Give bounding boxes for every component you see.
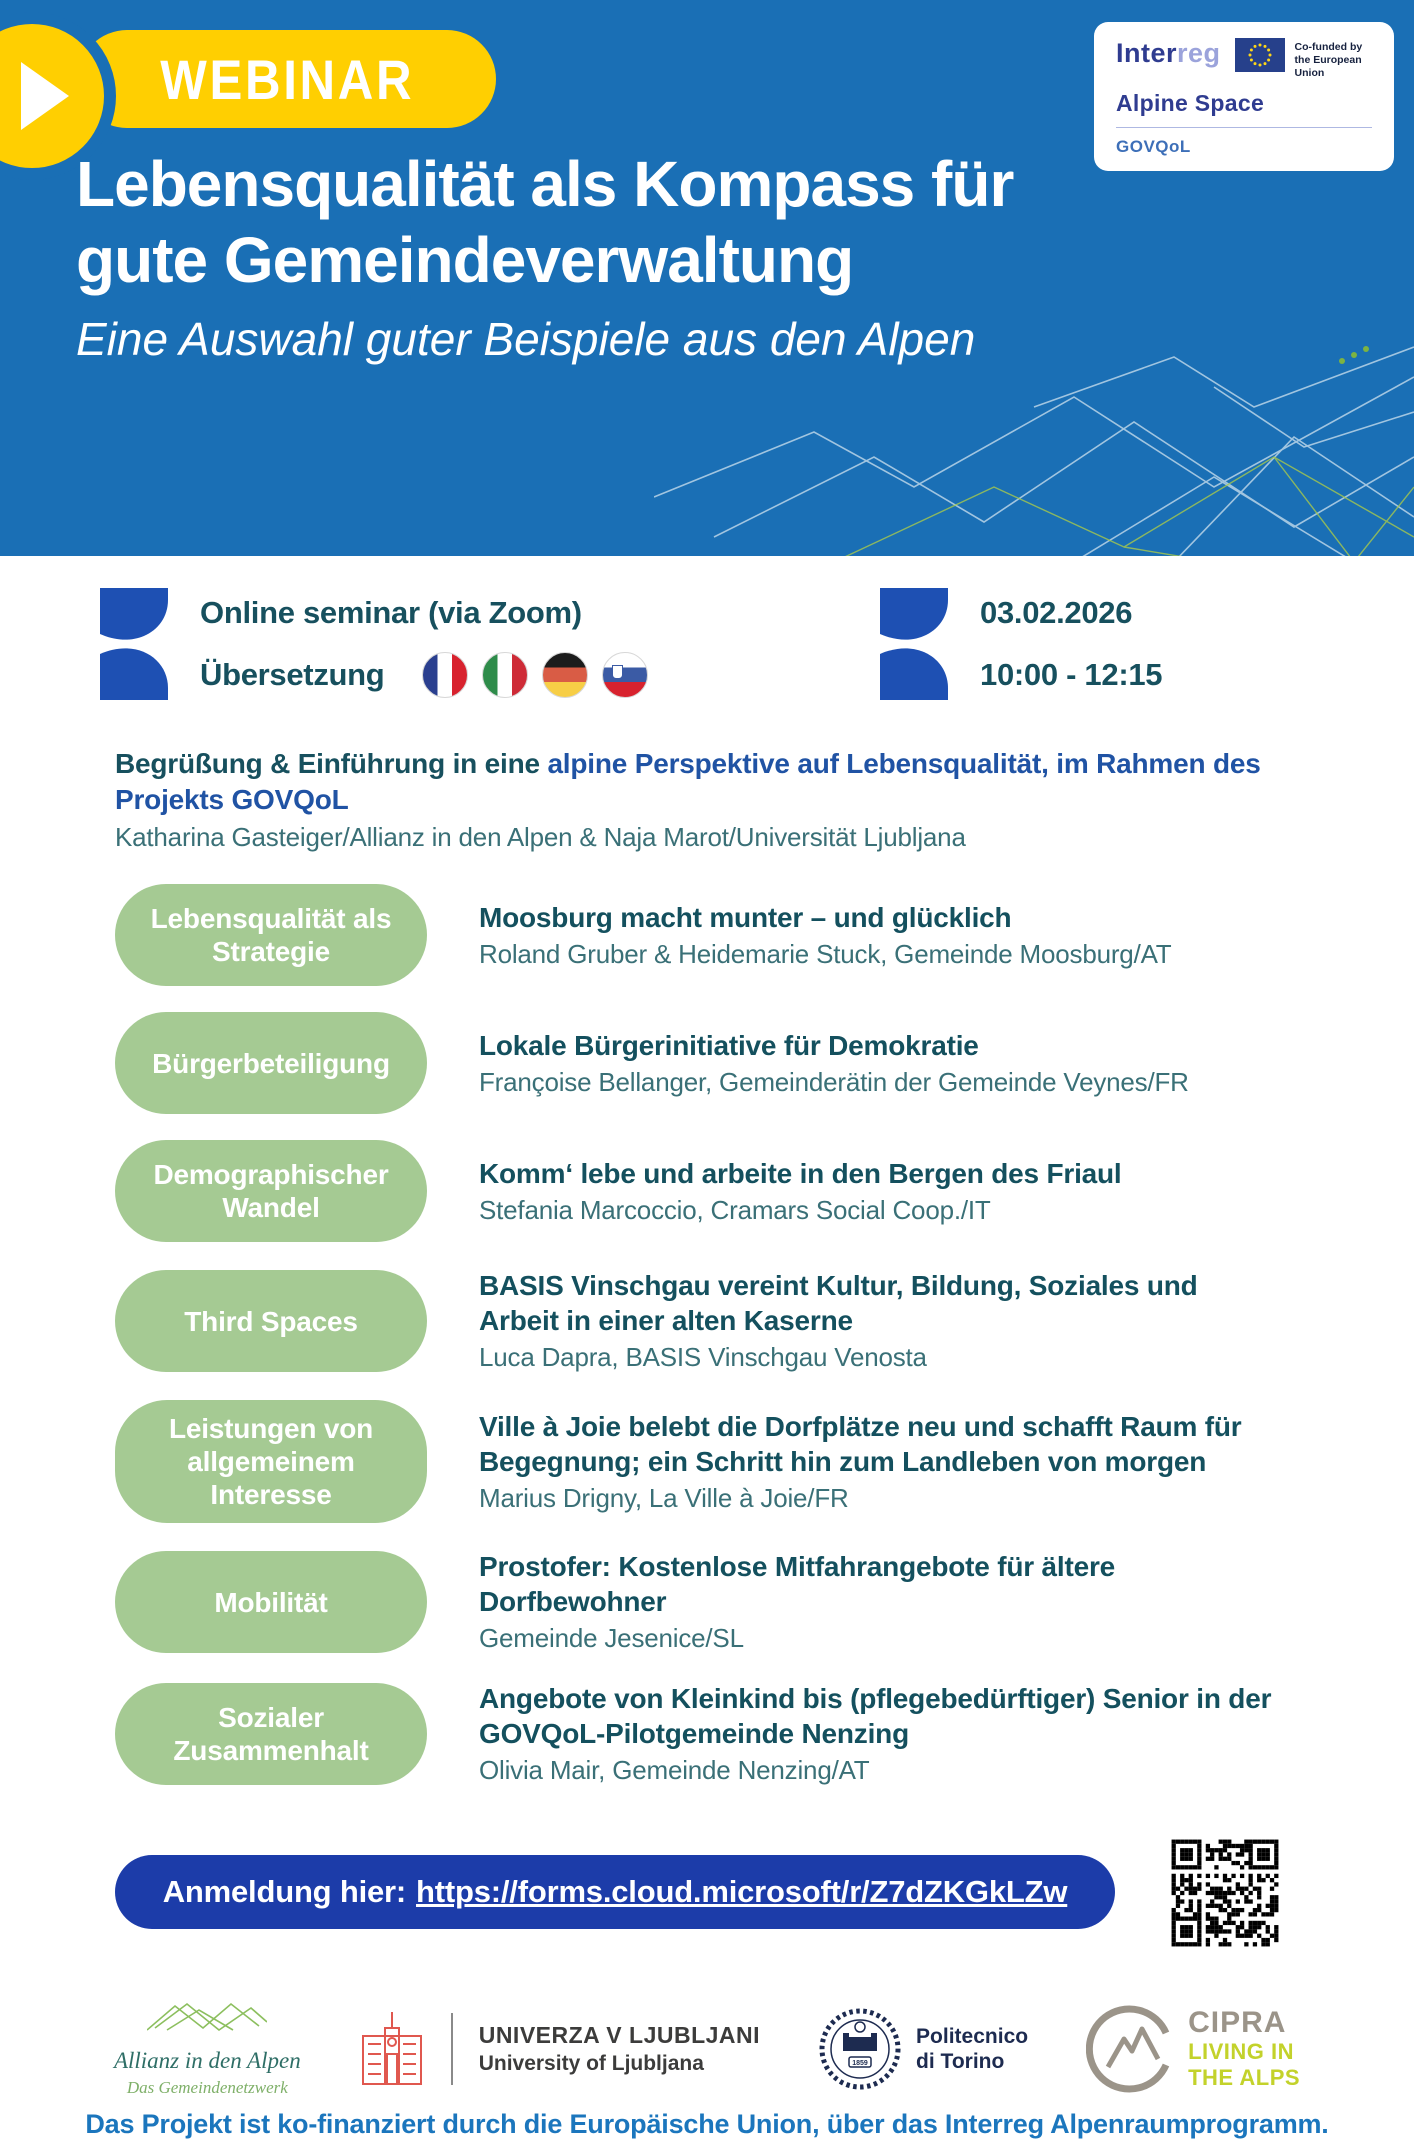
page-title-line2: gute Gemeindeverwaltung [76, 224, 854, 296]
mountain-lineart [654, 337, 1414, 556]
registration-section [0, 1813, 1414, 1985]
polito-seal-icon [818, 2007, 902, 2091]
header-banner [0, 0, 1414, 556]
page-subtitle: Eine Auswahl guter Beispiele aus den Alpen [76, 313, 976, 365]
session-speakers: Olivia Mair, Gemeinde Nenzing/AT [479, 1755, 870, 1785]
category-pill: Third Spaces [115, 1270, 427, 1372]
translation-label: Übersetzung [200, 657, 385, 692]
italy-flag-icon [482, 652, 528, 698]
france-flag-icon [422, 652, 468, 698]
polito-name-line2: di Torino [916, 2050, 1005, 2073]
intro-session-title-highlight: alpine Perspektive auf Lebensqualität, im Rahmen des Projekts GOVQoL [115, 748, 1261, 815]
program-section [115, 746, 1305, 1787]
cipra-tagline-line2: THE ALPS [1188, 2065, 1301, 2090]
program-row [115, 884, 1305, 986]
politecnico-torino-logo [818, 2007, 1028, 2091]
govqol-label: GOVQoL [1116, 137, 1191, 156]
funding-disclaimer: Das Projekt ist ko-finanziert durch die Europäische Union, über das Interreg Alpenraumprogramm. [85, 2109, 1329, 2139]
page-title-line1: Lebensqualität als Kompass für [76, 148, 1014, 220]
cipra-tagline-line1: LIVING IN [1188, 2039, 1295, 2064]
slovenia-flag-icon [602, 652, 648, 698]
cofunded-label: Co-funded by the European Union [1294, 41, 1363, 79]
cipra-name: CIPRA [1188, 2006, 1287, 2039]
category-pill: Lebensqualität als Strategie [115, 884, 427, 986]
interreg-wordmark: Interreg [1116, 38, 1221, 68]
eu-flag-icon [1235, 38, 1285, 72]
cipra-logo [1086, 2005, 1300, 2093]
ljubljana-name-en: University of Ljubljana [478, 2052, 704, 2075]
session-speakers: Marius Drigny, La Ville à Joie/FR [479, 1482, 849, 1513]
category-pill: Mobilität [115, 1551, 427, 1653]
allianz-name: Allianz in den Alpen [113, 2048, 301, 2073]
category-pill: Demographischer Wandel [115, 1140, 427, 1242]
interreg-logo-card [1094, 22, 1394, 171]
seminar-mode-label: Online seminar (via Zoom) [200, 595, 582, 630]
ljubljana-building-icon [359, 2010, 425, 2088]
alpine-space-label: Alpine Space [1116, 90, 1265, 116]
category-pill: Sozialer Zusammenhalt [115, 1683, 427, 1785]
category-pill: Leistungen von allgemeinem Interesse [115, 1400, 427, 1523]
webinar-badge-label: WEBINAR [160, 47, 414, 111]
allianz-tagline: Das Gemeindenetzwerk [126, 2078, 288, 2097]
session-title: Angebote von Kleinkind bis (pflegebedürftiger) Senior in der GOVQoL-Pilotgemeinde Nenzing [479, 1683, 1272, 1749]
category-pill: Bürgerbeteiligung [115, 1012, 427, 1114]
session-title: Moosburg macht munter – und glücklich [479, 901, 1012, 933]
event-date: 03.02.2026 [980, 595, 1133, 630]
partner-logos-row [0, 1993, 1414, 2105]
university-ljubljana-logo [359, 2010, 760, 2088]
program-row [115, 1012, 1305, 1114]
session-speakers: Stefania Marcoccio, Cramars Social Coop./IT [479, 1194, 991, 1225]
event-info-row [0, 588, 1414, 706]
arrow-right-icon [21, 62, 69, 130]
qr-code [1163, 1831, 1287, 1955]
session-title: BASIS Vinschgau vereint Kultur, Bildung, Soziales und Arbeit in einer alten Kaserne [479, 1270, 1198, 1336]
polito-name-line1: Politecnico [916, 2025, 1029, 2048]
session-title: Prostofer: Kostenlose Mitfahrangebote für ältere Dorfbewohner [479, 1551, 1116, 1617]
bullet-marker-icon [100, 588, 178, 700]
program-row [115, 1549, 1305, 1655]
session-speakers: Roland Gruber & Heidemarie Stuck, Gemeinde Moosburg/AT [479, 938, 1172, 969]
logo-divider [451, 2013, 453, 2085]
session-speakers: Luca Dapra, BASIS Vinschgau Venosta [479, 1342, 927, 1372]
session-title: Ville à Joie belebt die Dorfplätze neu und schafft Raum für Begegnung; ein Schritt hin zum Landleben von morgen [479, 1410, 1242, 1477]
ljubljana-name-sl: UNIVERZA V LJUBLJANI [478, 2022, 761, 2048]
intro-session-title: Begrüßung & Einführung in eine alpine Perspektive auf Lebensqualität, im Rahmen des Projekts GOVQoL [115, 748, 1261, 815]
session-title: Komm‘ lebe und arbeite in den Bergen des Friaul [479, 1157, 1122, 1189]
session-speakers: Gemeinde Jesenice/SL [479, 1623, 744, 1653]
session-title: Lokale Bürgerinitiative für Demokratie [479, 1029, 979, 1061]
logo-divider [1116, 127, 1372, 128]
intro-session-speakers: Katharina Gasteiger/Allianz in den Alpen & Naja Marot/Universität Ljubljana [115, 822, 966, 852]
registration-label: Anmeldung hier: [162, 1874, 407, 1909]
event-time: 10:00 - 12:15 [980, 657, 1163, 692]
program-row [115, 1268, 1305, 1374]
svg-text:1859: 1859 [852, 2060, 868, 2067]
bullet-marker-icon [880, 588, 958, 700]
allianz-logo [114, 2000, 301, 2098]
allianz-mountain-icon [147, 2000, 267, 2034]
registration-banner [115, 1855, 1115, 1929]
session-speakers: Françoise Bellanger, Gemeinderätin der Gemeinde Veynes/FR [479, 1066, 1189, 1097]
program-row [115, 1400, 1305, 1523]
program-row [115, 1140, 1305, 1242]
germany-flag-icon [542, 652, 588, 698]
cipra-mountain-icon [1086, 2005, 1174, 2093]
registration-link[interactable]: https://forms.cloud.microsoft/r/Z7dZKGkLZw [416, 1874, 1068, 1909]
program-row [115, 1681, 1305, 1787]
webinar-badge [78, 30, 496, 128]
